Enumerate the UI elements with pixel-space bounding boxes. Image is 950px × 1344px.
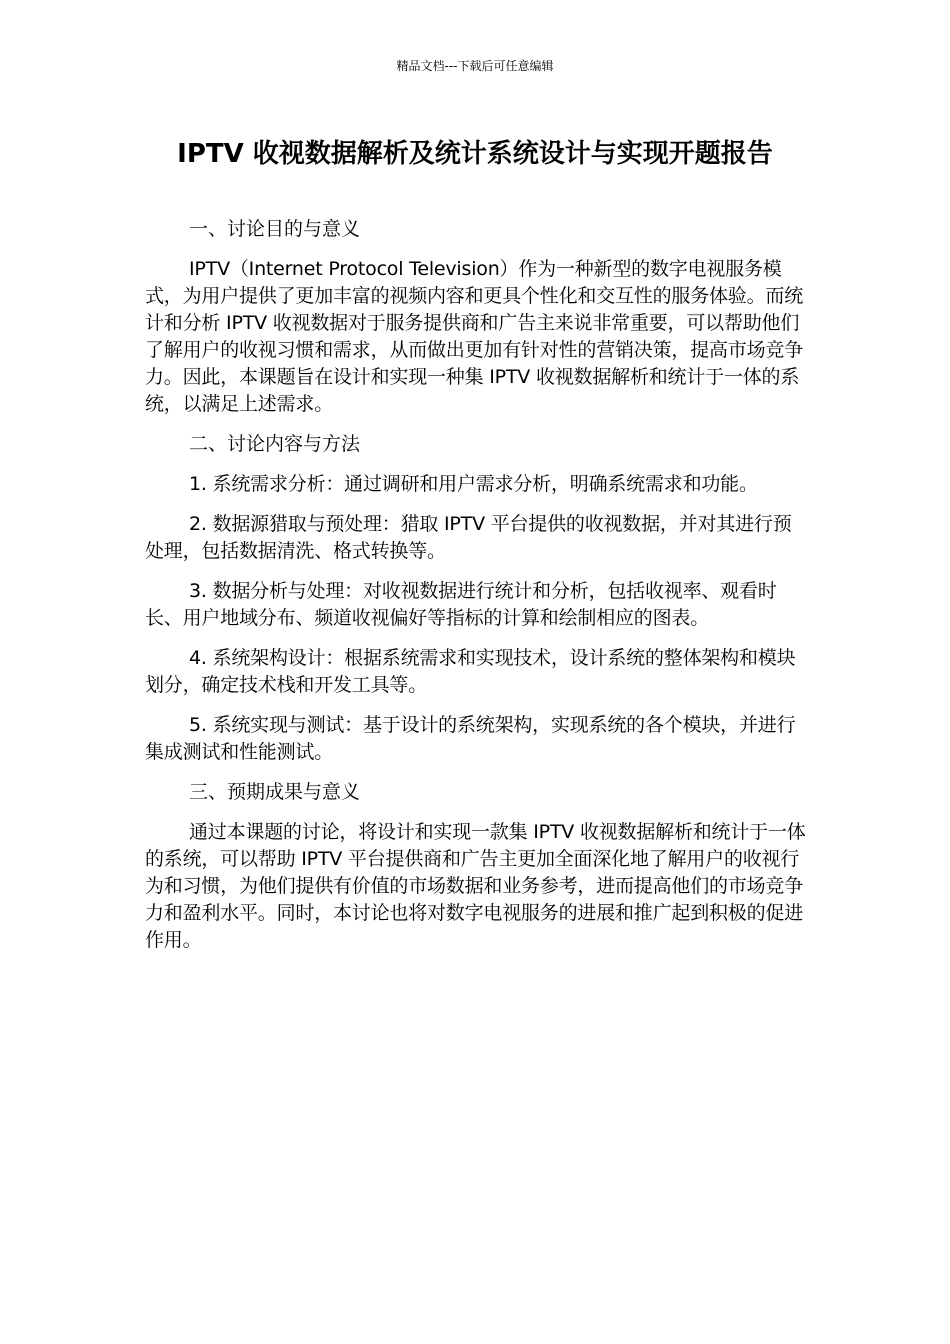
section-heading-expected-results: 三、预期成果与意义 <box>189 781 361 803</box>
list-item-data-source: 2. 数据源猎取与预处理：猎取 IPTV 平台提供的收视数据，并对其进行预处理，包括数据清洗、格式转换等。 <box>145 513 792 562</box>
header-note: 精品文档---下载后可任意编辑 <box>396 59 554 73</box>
list-item-requirements: 1. 系统需求分析：通过调研和用户需求分析，明确系统需求和功能。 <box>189 473 758 495</box>
section-heading-purpose: 一、讨论目的与意义 <box>189 218 361 240</box>
document-title: IPTV 收视数据解析及统计系统设计与实现开题报告 <box>177 139 773 169</box>
section-heading-content-method: 二、讨论内容与方法 <box>189 433 361 455</box>
document-body <box>145 216 810 967</box>
paragraph-purpose: IPTV（Internet Protocol Television）作为一种新型的数字电视服务模式，为用户提供了更加丰富的视频内容和更具个性化和交互性的服务体验。而统计和分析 IPTV 收视数据对于服务提供商和广告主来说非常重要，可以帮助他们了解用户的收视习惯和需求，从而做出更加有针对性的营销决策，提高市场竞争力。因此，本课题旨在设计和实现一种集 IPTV 收视数据解析和统计于一体的系统，以满足上述需求。 <box>145 258 804 415</box>
paragraph-expected-results: 通过本课题的讨论，将设计和实现一款集 IPTV 收视数据解析和统计于一体的系统，可以帮助 IPTV 平台提供商和广告主更加全面深化地了解用户的收视行为和习惯，为他们提供有价值的市场数据和业务参考，进而提高他们的市场竞争力和盈利水平。同时，本讨论也将对数字电视服务的进展和推广起到积极的促进作用。 <box>145 821 806 951</box>
list-item-data-analysis: 3. 数据分析与处理：对收视数据进行统计和分析，包括收视率、观看时长、用户地域分布、频道收视偏好等指标的计算和绘制相应的图表。 <box>145 580 777 629</box>
list-item-implementation: 5. 系统实现与测试：基于设计的系统架构，实现系统的各个模块，并进行集成测试和性能测试。 <box>145 714 796 763</box>
list-item-architecture: 4. 系统架构设计：根据系统需求和实现技术，设计系统的整体架构和模块划分，确定技术栈和开发工具等。 <box>145 647 796 696</box>
